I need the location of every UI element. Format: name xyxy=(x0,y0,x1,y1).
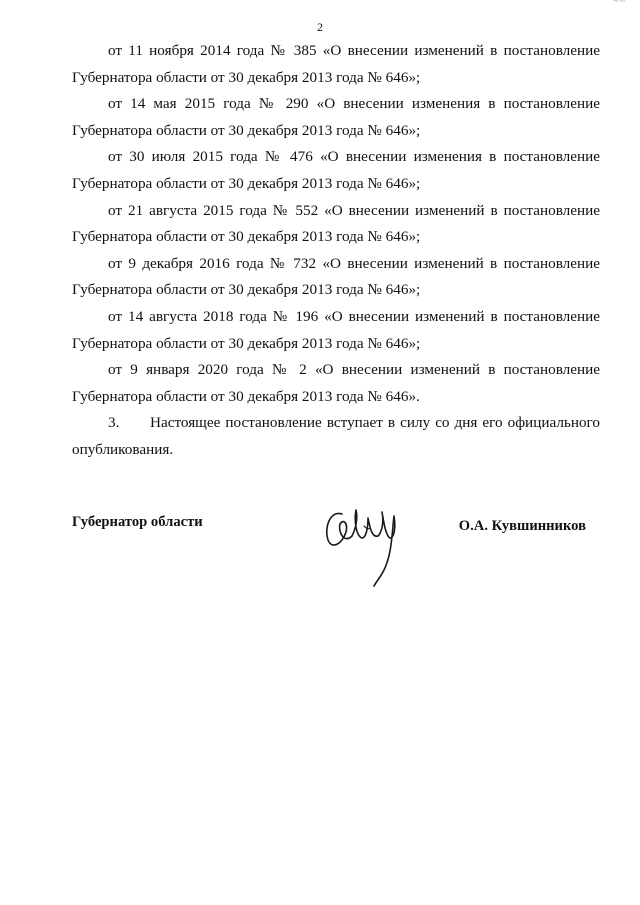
paragraph: от 14 августа 2018 года № 196 «О внесении изменений в постановление Губернатора области от 30 декабря 2013 года № 646»; xyxy=(72,307,600,352)
signature-block xyxy=(72,498,600,598)
handwritten-signature xyxy=(320,498,410,588)
paragraph: от 14 мая 2015 года № 290 «О внесении изменения в постановление Губернатора области от 30 декабря 2013 года № 646»; xyxy=(72,95,600,139)
clause-number: 3. xyxy=(108,414,120,432)
paragraph: от 30 июля 2015 года № 476 «О внесении изменения в постановление Губернатора области от 30 декабря 2013 года № 646»; xyxy=(72,148,600,192)
clause-3 xyxy=(72,410,600,463)
paragraph: от 9 января 2020 года № 2 «О внесении изменений в постановление Губернатора области от 30 декабря 2013 года № 646». xyxy=(72,361,600,405)
page-number: 2 xyxy=(317,20,323,34)
signatory-title: Губернатор области xyxy=(72,514,203,530)
corner-mark: ~~ xyxy=(613,0,626,7)
clause-text: Настоящее постановление вступает в силу со дня его официального опубликования. xyxy=(72,414,600,458)
paragraph: от 11 ноября 2014 года № 385 «О внесении изменений в постановление Губернатора области от 30 декабря 2013 года № 646»; xyxy=(72,42,600,86)
paragraph: от 21 августа 2015 года № 552 «О внесении изменений в постановление Губернатора области от 30 декабря 2013 года № 646»; xyxy=(72,201,600,246)
document-body xyxy=(72,38,600,464)
signatory-name: О.А. Кувшинников xyxy=(458,518,586,534)
paragraph: от 9 декабря 2016 года № 732 «О внесении изменений в постановление Губернатора области от 30 декабря 2013 года № 646»; xyxy=(72,254,600,299)
